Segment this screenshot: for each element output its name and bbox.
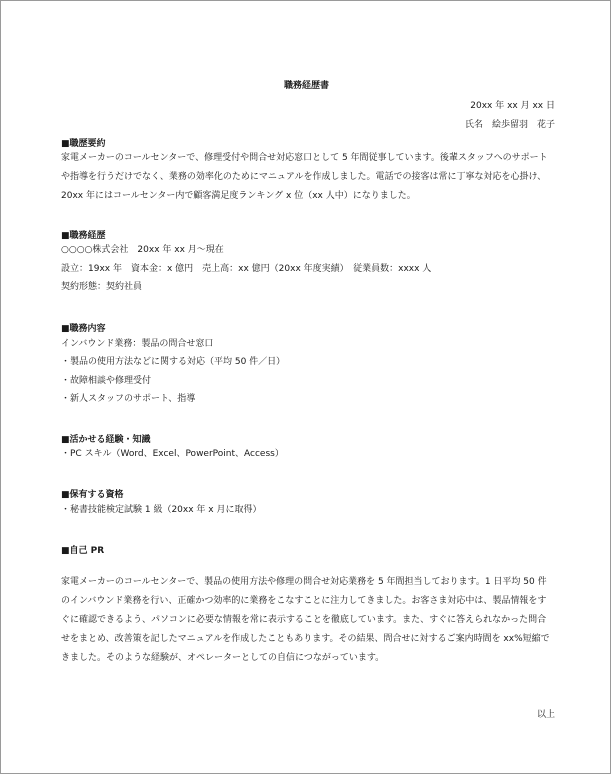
duty-item: インバウンド業務：製品の問合せ窓口 xyxy=(61,339,214,349)
duty-item: ・製品の使用方法などに関する対応（平均 50 件／日） xyxy=(61,357,286,367)
duty-item: ・故障相談や修理受付 xyxy=(61,376,152,386)
summary-line: 家電メーカーのコールセンターで、修理受付や問合せ対応窓口として 5 年間従事しています。後輩スタッフへのサポート xyxy=(61,153,548,163)
qualifications-heading: ■保有する資格 xyxy=(61,490,124,500)
pr-line: ぐに確認できるよう、パソコンに必要な情報を常に表示することを徹底しています。また、すぐに答えられなかった問合 xyxy=(61,615,547,625)
summary-line: や指導を行うだけでなく、業務の効率化のためにマニュアルを作成しました。電話での接客は常に丁寧な対応を心掛け、 xyxy=(61,172,547,182)
career-company-details: 設立：19xx 年 資本金：x 億円 売上高：xx 億円（20xx 年度実績） 従業員数：xxxx 人 xyxy=(61,264,432,274)
closing-text: 以上 xyxy=(536,710,555,720)
pr-text xyxy=(61,578,561,673)
duties-heading: ■職務内容 xyxy=(61,324,106,334)
applicant-name: 氏名 絵歩留羽 花子 xyxy=(464,120,555,130)
career-heading: ■職務経歴 xyxy=(61,231,106,241)
skill-item: ・PC スキル（Word、Excel、PowerPoint、Access） xyxy=(61,449,284,459)
duty-item: ・新人スタッフのサポート、指導 xyxy=(61,394,196,404)
summary-line: 20xx 年にはコールセンター内で顧客満足度ランキング x 位（xx 人中）になりました。 xyxy=(61,191,416,201)
summary-heading: ■職歴要約 xyxy=(61,139,106,149)
pr-line: せをまとめ、改善策を記したマニュアルを作成したこともあります。その結果、問合せに対するご案内時間を xx%短縮で xyxy=(61,634,550,644)
career-company: ○○○○株式会社 20xx 年 xx 月～現在 xyxy=(61,245,224,255)
pr-heading: ■自己 PR xyxy=(61,546,105,556)
career-contract-type: 契約形態：契約社員 xyxy=(61,282,143,292)
pr-line: きました。そのような経験が、オペレーターとしての自信につながっています。 xyxy=(61,653,385,663)
pr-line: 家電メーカーのコールセンターで、製品の使用方法や修理の問合せ対応業務を 5 年間担当しております。1 日平均 50 件 xyxy=(61,577,547,587)
document-title: 職務経歴書 xyxy=(283,81,329,91)
qualification-item: ・秘書技能検定試験 1 級（20xx 年 x 月に取得） xyxy=(61,505,262,515)
document-date: 20xx 年 xx 月 xx 日 xyxy=(470,101,555,111)
pr-line: のインバウンド業務を行い、正確かつ効率的に業務をこなすことに注力してきました。お客さま対応中は、製品情報をす xyxy=(61,596,547,606)
summary-text xyxy=(61,154,561,211)
skills-heading: ■活かせる経験・知識 xyxy=(61,435,151,445)
